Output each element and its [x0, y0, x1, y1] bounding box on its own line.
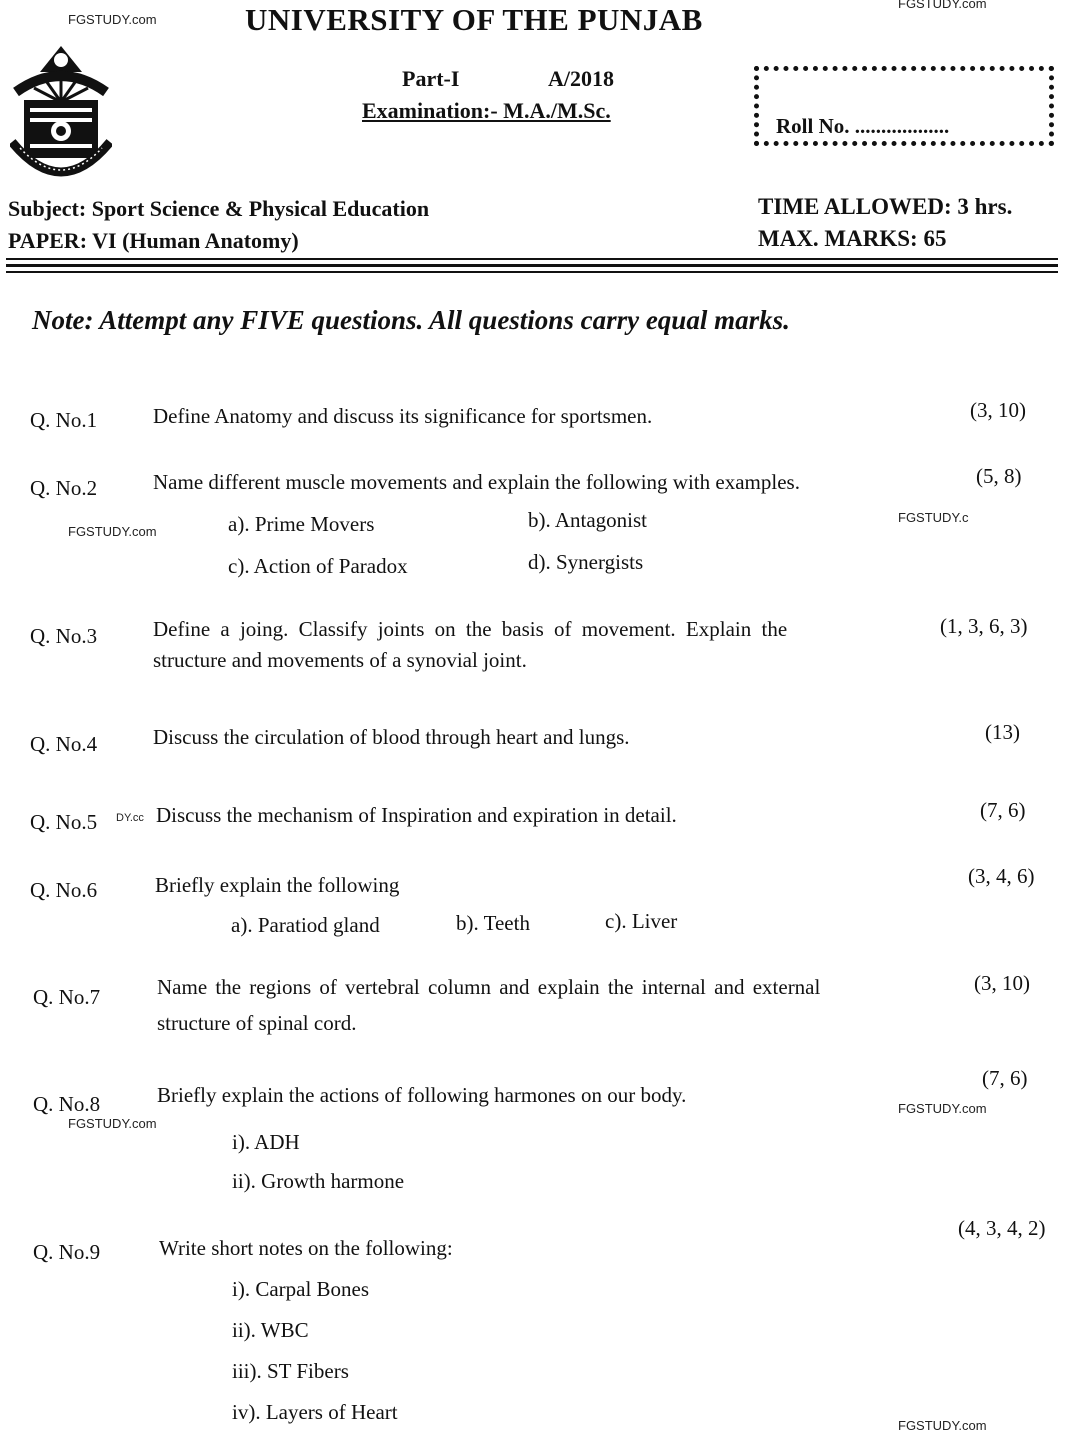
header-divider: [6, 271, 1058, 273]
question-number: Q. No.4: [30, 732, 98, 756]
question-marks: (4, 3, 4, 2): [958, 1216, 1046, 1240]
subject-line: Subject: Sport Science & Physical Education: [8, 196, 430, 221]
question-part: iv). Layers of Heart: [232, 1400, 398, 1424]
question-marks: (7, 6): [980, 798, 1026, 822]
question-part: ii). Growth harmone: [232, 1169, 405, 1193]
watermark: FGSTUDY.com: [68, 1116, 157, 1131]
time-allowed: TIME ALLOWED: 3 hrs.: [758, 194, 1013, 219]
watermark: DY.cc: [116, 812, 144, 824]
paper-line: PAPER: VI (Human Anatomy): [8, 228, 299, 253]
question-part: c). Liver: [605, 909, 678, 933]
question-marks: (7, 6): [982, 1066, 1028, 1090]
question-marks: (1, 3, 6, 3): [940, 614, 1028, 638]
question-part: d). Synergists: [528, 550, 644, 574]
question-number: Q. No.1: [30, 408, 98, 432]
question-part: b). Antagonist: [528, 508, 647, 532]
question-part: a). Prime Movers: [228, 512, 375, 536]
question-number: Q. No.2: [30, 476, 98, 500]
question-text: Write short notes on the following:: [159, 1236, 453, 1260]
question-text: Discuss the mechanism of Inspiration and expiration in detail.: [156, 803, 677, 827]
header-divider: [6, 258, 1058, 260]
question-marks: (13): [985, 720, 1020, 744]
question-marks: (5, 8): [976, 464, 1022, 488]
watermark: FGSTUDY.com: [898, 0, 987, 11]
question-text: Name different muscle movements and explain the following with examples.: [153, 470, 800, 494]
question-marks: (3, 10): [974, 971, 1030, 995]
question-part: ii). WBC: [232, 1318, 309, 1342]
question-text: Define a joing. Classify joints on the basis of movement. Explain the: [153, 617, 788, 641]
header-divider: [6, 264, 1058, 267]
question-number: Q. No.8: [33, 1092, 101, 1116]
question-part: c). Action of Paradox: [228, 554, 408, 578]
exam-session: A/2018: [548, 66, 614, 91]
question-number: Q. No.3: [30, 624, 98, 648]
watermark: FGSTUDY.com: [898, 1418, 987, 1433]
question-text: Briefly explain the following: [155, 873, 400, 897]
question-marks: (3, 4, 6): [968, 864, 1035, 888]
instructions-note: Note: Attempt any FIVE questions. All questions carry equal marks.: [32, 305, 790, 335]
question-part: a). Paratiod gland: [231, 913, 380, 937]
question-part: i). Carpal Bones: [232, 1277, 370, 1301]
question-part: i). ADH: [232, 1130, 300, 1154]
university-crest-logo: [10, 32, 112, 184]
question-number: Q. No.6: [30, 878, 98, 902]
watermark: FGSTUDY.com: [68, 12, 157, 27]
question-text: Define Anatomy and discuss its significance for sportsmen.: [153, 404, 653, 428]
question-marks: (3, 10): [970, 398, 1026, 422]
question-number: Q. No.9: [33, 1240, 101, 1264]
university-name: UNIVERSITY OF THE PUNJAB: [245, 2, 703, 37]
examination-title: Examination:- M.A./M.Sc.: [362, 98, 611, 123]
question-part: b). Teeth: [456, 911, 530, 935]
exam-part: Part-I: [402, 66, 460, 91]
question-text-cont: structure and movements of a synovial joint.: [153, 648, 527, 672]
max-marks: MAX. MARKS: 65: [758, 226, 947, 251]
watermark: FGSTUDY.com: [68, 524, 157, 539]
question-number: Q. No.7: [33, 985, 101, 1009]
watermark: FGSTUDY.com: [898, 1101, 987, 1116]
question-number: Q. No.5: [30, 810, 98, 834]
question-text: Name the regions of vertebral column and explain the internal and external: [157, 975, 821, 999]
question-part: iii). ST Fibers: [232, 1359, 349, 1383]
roll-number-label: Roll No. ..................: [776, 114, 950, 138]
question-text-cont: structure of spinal cord.: [157, 1011, 357, 1035]
question-text: Briefly explain the actions of following harmones on our body.: [157, 1083, 687, 1107]
watermark: FGSTUDY.c: [898, 510, 969, 525]
question-text: Discuss the circulation of blood through heart and lungs.: [153, 725, 630, 749]
